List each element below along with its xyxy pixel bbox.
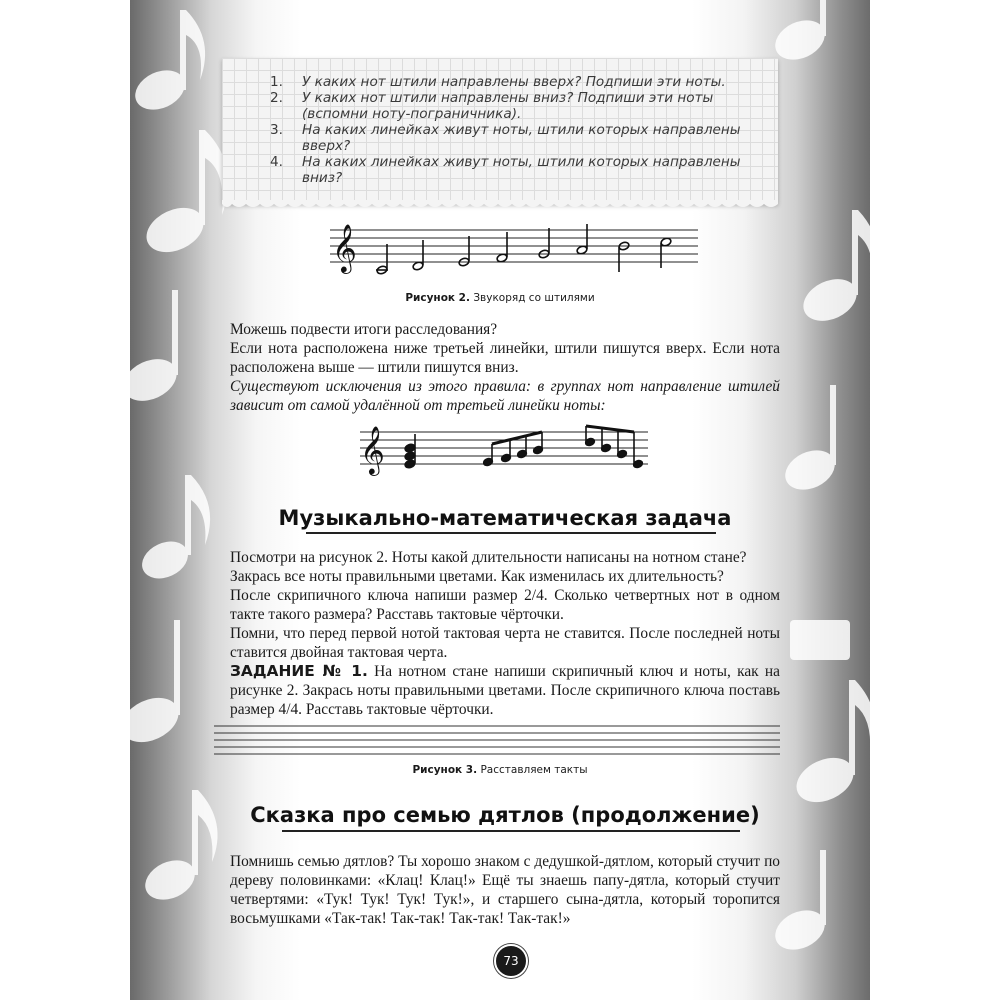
question-item: 4. На каких линейках живут ноты, штили которых направлены вниз? [270, 154, 741, 186]
paragraph: Можешь подвести итоги расследования? [230, 321, 498, 338]
section-heading: Сказка про семью дятлов (продолжение) [250, 803, 760, 827]
paragraph: После скрипичного ключа напиши размер 2/4. Сколько четвертных нот в одном такте такого размера? Расставь тактовые чёрточки. [230, 587, 780, 623]
tale-text [230, 852, 780, 928]
treble-clef-icon: 𝄞 [332, 223, 357, 272]
section-heading: Музыкально-математическая задача [278, 506, 732, 530]
paragraph: Помнишь семью дятлов? Ты хорошо знаком с дедушкой-дятлом, который стучит по дереву половинками: «Клац! Клац!» Ещё ты знаешь папу-дятла, который стучит четвертями: «Тук! Тук! Тук! Тук!», и старшего сына-дятла, который торопится восьмушками «Так-так! Так-так! Так-так! Так-так!» [230, 853, 780, 927]
paragraph: Помни, что перед первой нотой тактовая черта не ставится. После последней ноты ставится двойная тактовая черта. [230, 625, 780, 661]
figure3-empty-staff [214, 722, 780, 758]
question-item: 2. У каких нот штили направлены вниз? Подпиши эти ноты (вспомни ноту-пограничника). [270, 90, 714, 122]
paragraph: Посмотри на рисунок 2. Ноты какой длительности написаны на нотном стане? [230, 549, 747, 566]
heading-underline [282, 830, 740, 832]
figure2-caption: Рисунок 2. Звукоряд со штилями [405, 292, 595, 304]
task-text: На нотном стане напиши скрипичный ключ и ноты, как на рисунке 2. Закрась ноты правильными цветами. После скрипичного ключа поставь размер 4/4. Расставь тактовые чёрточки. [230, 663, 780, 718]
paragraph: Существуют исключения из этого правила: в группах нот направление штилей зависит от самой удалённой от третьей линейки ноты: [230, 378, 780, 414]
investigation-text [230, 320, 780, 415]
question-item: 3. На каких линейках живут ноты, штили которых направлены вверх? [270, 122, 741, 154]
figure3-caption: Рисунок 3. Расставляем такты [412, 764, 588, 776]
math-task-text [230, 548, 780, 719]
treble-clef-icon: 𝄞 [360, 425, 385, 474]
question-item: 1. У каких нот штили направлены вверх? Подпиши эти ноты. [270, 74, 726, 90]
paragraph: Если нота расположена ниже третьей линейки, штили пишутся вверх. Если нота расположена выше — штили пишутся вниз. [230, 340, 780, 376]
heading-underline [306, 532, 716, 534]
paragraph: Закрась все ноты правильными цветами. Как изменилась их длительность? [230, 568, 724, 585]
page-number: 73 [494, 944, 528, 978]
task-paragraph [230, 662, 780, 719]
question-list [262, 74, 762, 186]
figure2-staff [330, 222, 700, 282]
task-label: ЗАДАНИЕ № 1. [230, 662, 368, 680]
exception-staff [360, 420, 650, 480]
question-box-torn-edge [222, 200, 778, 210]
